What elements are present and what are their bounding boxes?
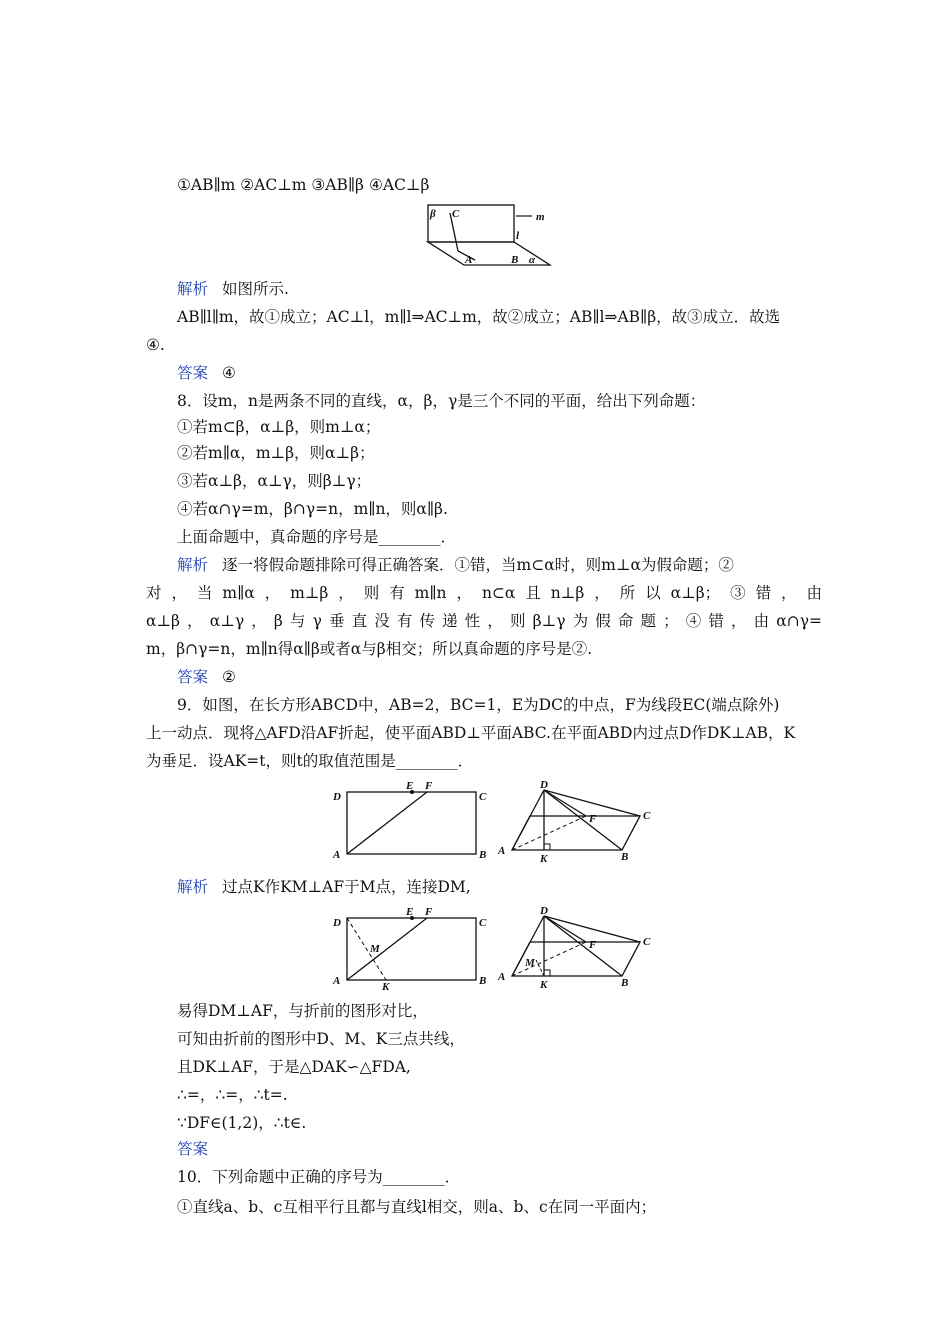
svg-text:D: D	[333, 791, 341, 803]
fig1-alpha: α	[529, 254, 536, 266]
svg-text:A: A	[498, 845, 506, 857]
svg-text:C: C	[479, 917, 487, 929]
svg-text:F: F	[425, 906, 433, 918]
svg-text:D: D	[540, 779, 548, 791]
fig1-C: C	[452, 208, 460, 220]
svg-text:A: A	[498, 971, 506, 983]
plane-figure	[420, 203, 560, 269]
answer-label: 答案	[177, 364, 209, 382]
svg-text:M: M	[525, 957, 535, 969]
svg-text:E: E	[406, 906, 414, 918]
fig1-beta: β	[430, 208, 436, 220]
fig1-A: A	[465, 254, 473, 266]
rectangle-figure	[330, 778, 495, 862]
folded-figure-m	[494, 904, 659, 992]
option-line: ①AB∥m ②AC⊥m ③AB∥β ④AC⊥β	[177, 176, 430, 194]
svg-text:K: K	[540, 853, 548, 865]
svg-text:K: K	[540, 979, 548, 991]
svg-text:E: E	[406, 780, 414, 792]
svg-text:D: D	[333, 917, 341, 929]
svg-text:B: B	[621, 977, 629, 989]
svg-text:F: F	[589, 939, 597, 951]
svg-text:K: K	[382, 981, 390, 990]
svg-text:B: B	[479, 975, 487, 987]
answer-label: 答案	[177, 668, 209, 686]
fig1-l: l	[516, 230, 520, 242]
fig1-m: m	[536, 211, 545, 223]
analysis-label: 解析	[177, 878, 209, 896]
svg-text:F: F	[425, 780, 433, 792]
analysis-label: 解析	[177, 280, 209, 298]
svg-text:C: C	[479, 791, 487, 803]
svg-text:A: A	[333, 975, 341, 987]
analysis-label: 解析	[177, 556, 209, 574]
svg-text:F: F	[589, 813, 597, 825]
svg-text:M: M	[370, 943, 380, 955]
svg-text:C: C	[643, 936, 651, 948]
svg-text:D: D	[540, 905, 548, 917]
svg-text:B: B	[479, 849, 487, 861]
answer-label: 答案	[177, 1140, 209, 1158]
svg-text:B: B	[621, 851, 629, 863]
svg-text:A: A	[333, 849, 341, 861]
svg-text:C: C	[643, 810, 651, 822]
folded-figure	[494, 778, 659, 866]
fig1-B: B	[511, 254, 519, 266]
rectangle-figure-mk	[330, 904, 495, 990]
